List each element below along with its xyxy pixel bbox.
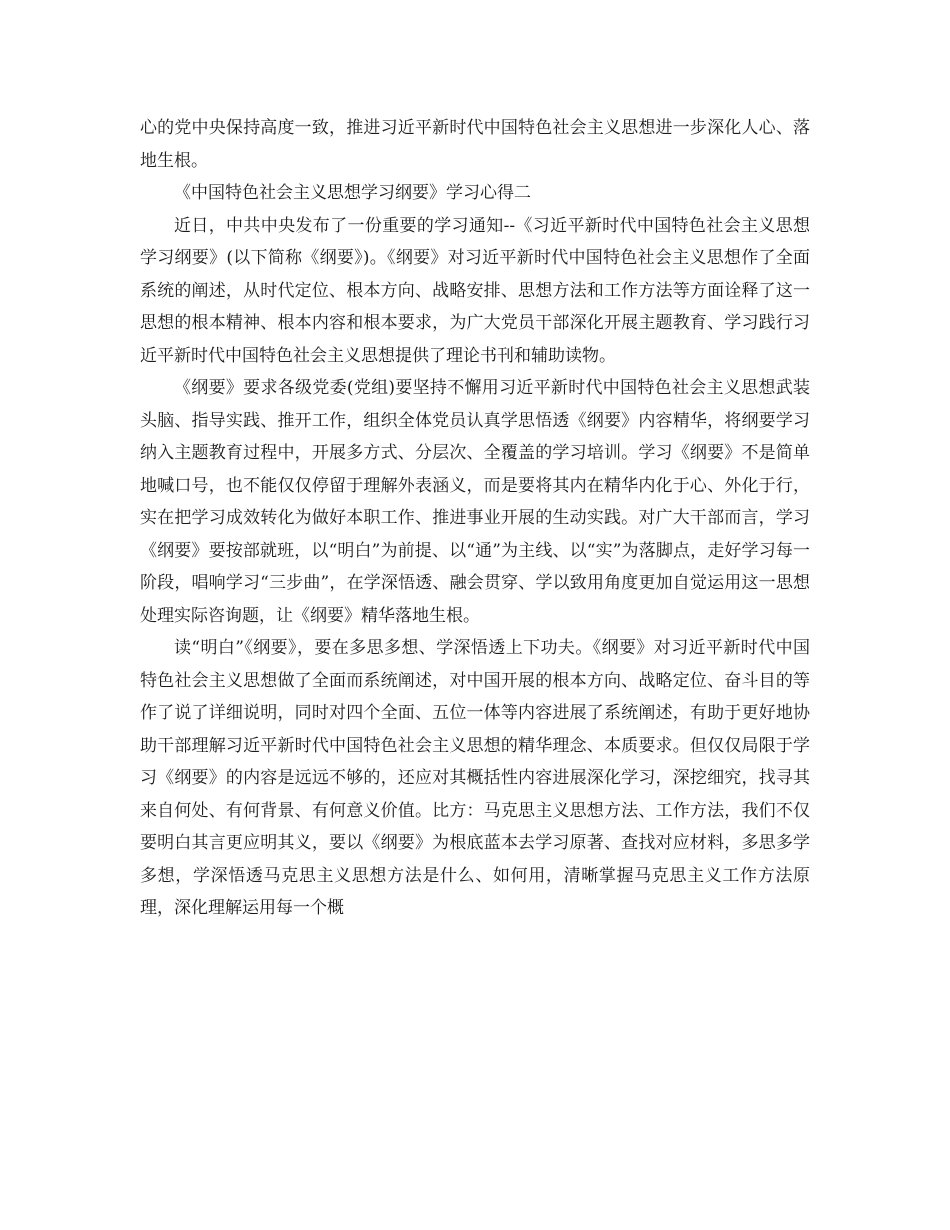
paragraph-intro: 近日，中共中央发布了一份重要的学习通知--《习近平新时代中国特色社会主义思想学习纲要》(以下简称《纲要》)。《纲要》对习近平新时代中国特色社会主义思想作了全面系统的阐述，从时代定位、根本方向、战略安排、思想方法和工作方法等方面诠释了这一思想的根本精神、根本内容和根本要求，为广大党员干部深化开展主题教育、学习践行习近平新时代中国特色社会主义思想提供了理论书刊和辅助读物。 xyxy=(140,215,810,366)
paragraph-continuation: 心的党中央保持高度一致，推进习近平新时代中国特色社会主义思想进一步深化人心、落地生根。 xyxy=(140,118,810,171)
paragraph-requirements: 《纲要》要求各级党委(党组)要坚持不懈用习近平新时代中国特色社会主义思想武装头脑、指导实践、推开工作，组织全体党员认真学思悟透《纲要》内容精华，将纲要学习纳入主题教育过程中，开展多方式、分层次、全覆盖的学习培训。学习《纲要》不是简单地喊口号，也不能仅仅停留于理解外表涵义，而是要将其内在精华内化于心、外化于行，实在把学习成效转化为做好本职工作、推进事业开展的生动实践。对广大干部而言，学习《纲要》要按部就班，以“明白”为前提、以“通”为主线、以“实”为落脚点，走好学习每一阶段，唱响学习“三步曲”，在学深悟透、融会贯穿、学以致用角度更加自觉运用这一思想处理实际咨询题，让《纲要》精华落地生根。 xyxy=(140,378,810,626)
section-heading: 《中国特色社会主义思想学习纲要》学习心得二 xyxy=(174,183,531,203)
paragraph-understanding: 读“明白”《纲要》，要在多思多想、学深悟透上下功夫。《纲要》对习近平新时代中国特色社会主义思想做了全面而系统阐述，对中国开展的根本方向、战略定位、奋斗目的等作了说了详细说明，同时对四个全面、五位一体等内容进展了系统阐述，有助于更好地协助干部理解习近平新时代中国特色社会主义思想的精华理念、本质要求。但仅仅局限于学习《纲要》的内容是远远不够的，还应对其概括性内容进展深化学习，深挖细究，找寻其来自何处、有何背景、有何意义价值。比方：马克思主义思想方法、工作方法，我们不仅要明白其言更应明其义，要以《纲要》为根底蓝本去学习原著、查找对应材料，多思多学多想，学深悟透马克思主义思想方法是什么、如何用，清晰掌握马克思主义工作方法原理，深化理解运用每一个概 xyxy=(140,638,810,918)
document-body xyxy=(140,112,810,925)
